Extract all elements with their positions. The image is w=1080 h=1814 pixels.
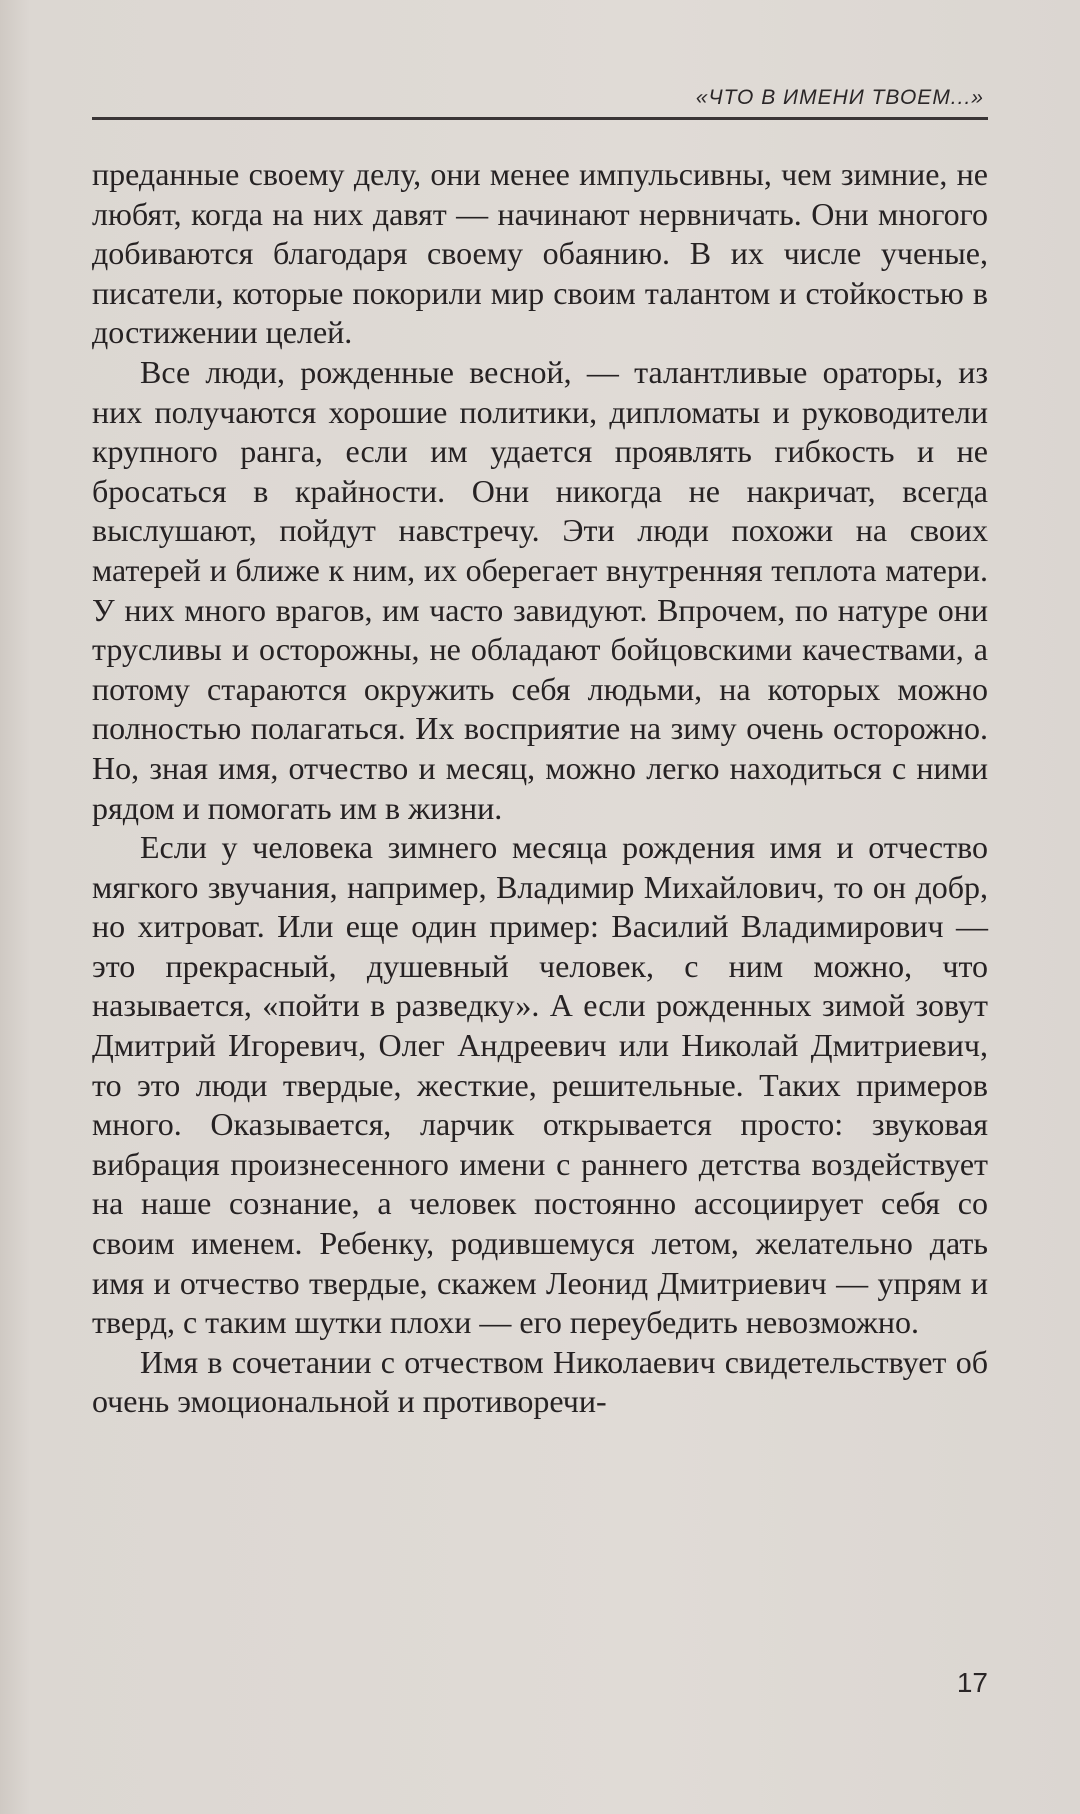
body-text xyxy=(92,155,988,1422)
header-rule xyxy=(92,117,988,120)
paragraph-1: преданные своему делу, они менее импульсивны, чем зимние, не любят, когда на них давят — начинают нервничать. Они многого добиваются благодаря своему обаянию. В их числе ученые, писатели, которые покорили мир своим талантом и стойкостью в достижении целей. xyxy=(92,156,988,351)
paragraph-3: Если у человека зимнего месяца рождения имя и отчество мягкого звучания, например, Владимир Михайлович, то он добр, но хитроват. Или еще один пример: Василий Владимирович — это прекрасный, душевный человек, с ним можно, что называется, «пойти в разведку». А если рожденных зимой зовут Дмитрий Игоревич, Олег Андреевич или Николай Дмитриевич, то это люди твердые, жесткие, решительные. Таких примеров много. Оказывается, ларчик открывается просто: звуковая вибрация произнесенного имени с раннего детства воздействует на наше сознание, а человек постоянно ассоциирует себя со своим именем. Ребенку, родившемуся летом, желательно дать имя и отчество твердые, скажем Леонид Дмитриевич — упрям и тверд, с таким шутки плохи — его переубедить невозможно. xyxy=(92,829,988,1341)
paragraph-4: Имя в сочетании с отчеством Николаевич свидетельствует об очень эмоциональной и противоречи- xyxy=(92,1343,988,1420)
paragraph-2: Все люди, рожденные весной, — талантливые ораторы, из них получаются хорошие политики, дипломаты и руководители крупного ранга, если им удается проявлять гибкость и не бросаться в крайности. Они никогда не накричат, всегда выслушают, пойдут навстречу. Эти люди похожи на своих матерей и ближе к ним, их оберегает внутренняя теплота матери. У них много врагов, им часто завидуют. Впрочем, по натуре они трусливы и осторожны, не обладают бойцовскими качествами, а потому стараются окружить себя людьми, на которых можно полностью полагаться. Их восприятие на зиму очень осторожно. Но, зная имя, отчество и месяц, можно легко находиться с ними рядом и помогать им в жизни. xyxy=(92,353,988,826)
page-number: 17 xyxy=(956,1667,988,1698)
running-head: «ЧТО В ИМЕНИ ТВОЕМ...» xyxy=(695,86,984,109)
